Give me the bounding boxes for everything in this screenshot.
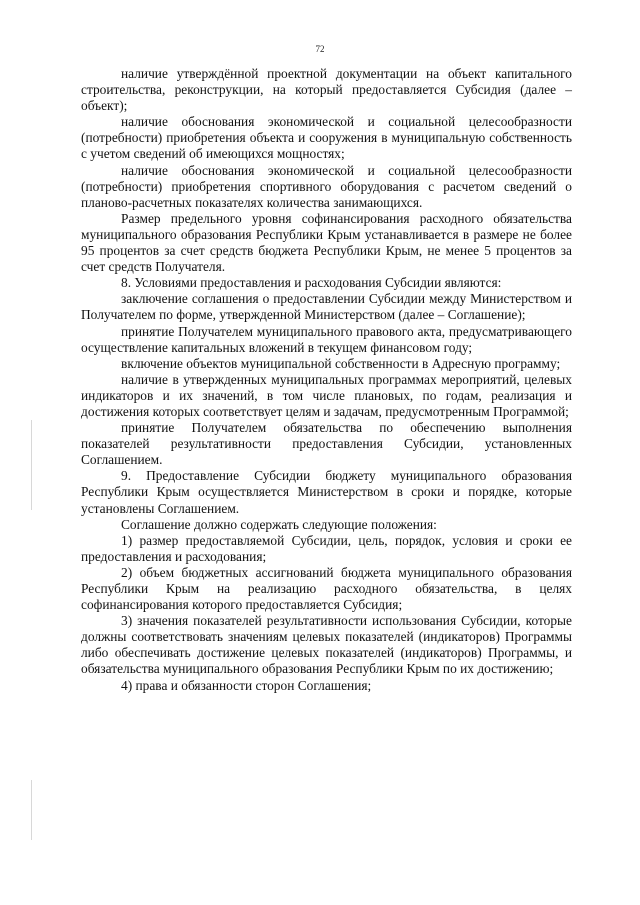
paragraph: наличие утверждённой проектной документации на объект капитального строительства, реконструкции, на который предоставляется Субсидия (далее – объект); <box>81 66 572 114</box>
scan-edge-mark <box>31 780 32 840</box>
page-number: 72 <box>315 44 325 54</box>
paragraph: наличие обоснования экономической и социальной целесообразности (потребности) приобретения спортивного оборудования с расчетом сведений о планово-расчетных показателях количества занимающихся. <box>81 162 572 210</box>
paragraph: принятие Получателем муниципального правового акта, предусматривающего осуществление капитальных вложений в текущем финансовом году; <box>81 323 572 355</box>
paragraph: заключение соглашения о предоставлении Субсидии между Министерством и Получателем по форме, утвержденной Министерством (далее – Соглашение); <box>81 291 572 323</box>
paragraph: 8. Условиями предоставления и расходования Субсидии являются: <box>121 275 502 291</box>
paragraph: включение объектов муниципальной собственности в Адресную программу; <box>121 355 561 371</box>
paragraph: наличие обоснования экономической и социальной целесообразности (потребности) приобретения объекта и сооружения в муниципальную собственность с учетом сведений об имеющихся мощностях; <box>81 114 572 162</box>
paragraph: Соглашение должно содержать следующие положения: <box>121 516 437 532</box>
paragraph: Размер предельного уровня софинансирования расходного обязательства муниципального образования Республики Крым устанавливается в размере не более 95 процентов за счет средств бюджета Республики Крым, не менее 5 процентов за счет средств Получателя. <box>81 210 572 275</box>
paragraph: 1) размер предоставляемой Субсидии, цель, порядок, условия и сроки ее предоставления и расходования; <box>81 532 572 564</box>
paragraph: 3) значения показателей результативности использования Субсидии, которые должны соответствовать значениям целевых показателей (индикаторов) Программы либо обеспечивать достижение целевых показателей (индикаторов) Программы, и обязательства муниципального образования Республики Крым по их достижению; <box>81 613 572 677</box>
paragraph: принятие Получателем обязательства по обеспечению выполнения показателей результативности предоставления Субсидии, установленных Соглашением. <box>81 420 572 468</box>
document-body <box>81 66 572 694</box>
paragraph: 2) объем бюджетных ассигнований бюджета муниципального образования Республики Крым на реализацию расходного обязательства, в целях софинансирования которого предоставляется Субсидия; <box>81 564 572 613</box>
scan-edge-mark <box>31 420 32 510</box>
paragraph: 4) права и обязанности сторон Соглашения; <box>121 677 372 693</box>
paragraph: наличие в утвержденных муниципальных программах мероприятий, целевых индикаторов и их значений, в том числе плановых, по годам, реализация и достижения которых соответствует целям и задачам, предусмотренным Программой; <box>81 371 572 419</box>
paragraph: 9. Предоставление Субсидии бюджету муниципального образования Республики Крым осуществляется Министерством в сроки и порядке, которые установлены Соглашением. <box>81 468 572 516</box>
